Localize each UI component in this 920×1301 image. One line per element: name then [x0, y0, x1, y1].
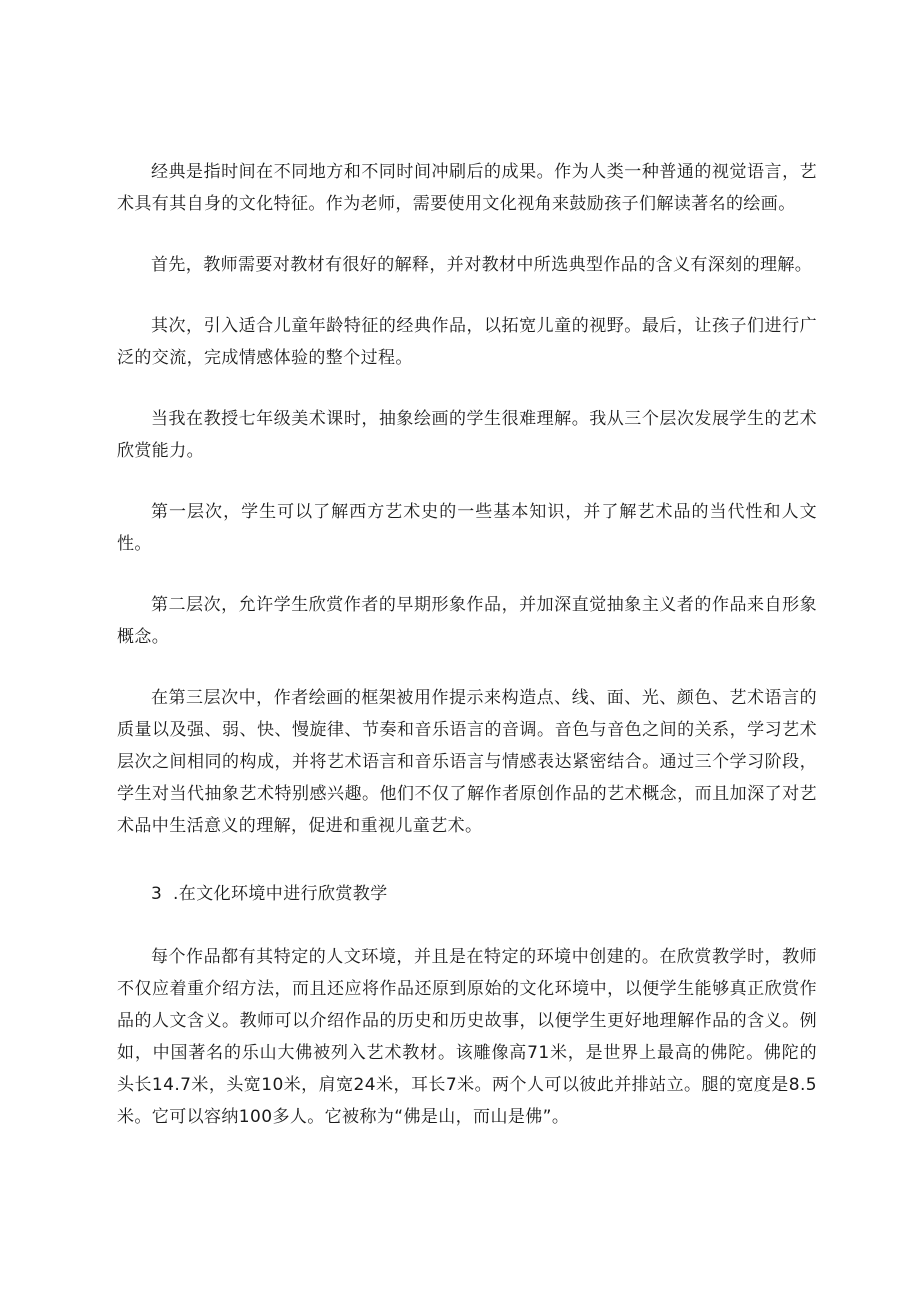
- paragraph-first-step: 首先，教师需要对教材有很好的解释，并对教材中所选典型作品的含义有深刻的理解。: [151, 255, 813, 275]
- paragraph-seventh-grade: 当我在教授七年级美术课时，抽象绘画的学生很难理解。我从三个层次发展学生的艺术欣赏能力。: [117, 409, 817, 461]
- section-number: 3: [151, 884, 163, 904]
- paragraph-cultural-environment: 每个作品都有其特定的人文环境，并且是在特定的环境中创建的。在欣赏教学时，教师不仅应着重介绍方法，而且还应将作品还原到原始的文化环境中，以便学生能够真正欣赏作品的人文含义。教师可以介绍作品的历史和历史故事，以便学生更好地理解作品的含义。例如，中国著名的乐山大佛被列入艺术教材。该雕像高71米，是世界上最高的佛陀。佛陀的头长14.7米，头宽10米，肩宽24米，耳长7米。两个人可以彼此并排站立。腿的宽度是8.5米。它可以容纳100多人。它被称为“佛是山，而山是佛”。: [117, 947, 817, 1127]
- document-body: [117, 156, 817, 1133]
- paragraph-level-two: 第二层次，允许学生欣赏作者的早期形象作品，并加深直觉抽象主义者的作品来自形象概念。: [117, 595, 817, 647]
- paragraph-second-step: 其次，引入适合儿童年龄特征的经典作品，以拓宽儿童的视野。最后，让孩子们进行广泛的交流，完成情感体验的整个过程。: [117, 316, 817, 368]
- section-heading: [117, 878, 817, 910]
- paragraph-level-one: 第一层次，学生可以了解西方艺术史的一些基本知识，并了解艺术品的当代性和人文性。: [117, 502, 817, 554]
- paragraph-level-three: 在第三层次中，作者绘画的框架被用作提示来构造点、线、面、光、颜色、艺术语言的质量以及强、弱、快、慢旋律、节奏和音乐语言的音调。音色与音色之间的关系，学习艺术层次之间相同的构成，并将艺术语言和音乐语言与情感表达紧密结合。通过三个学习阶段，学生对当代抽象艺术特别感兴趣。他们不仅了解作者原创作品的艺术概念，而且加深了对艺术品中生活意义的理解，促进和重视儿童艺术。: [117, 688, 817, 836]
- section-title: .在文化环境中进行欣赏教学: [173, 884, 388, 904]
- paragraph-classics: 经典是指时间在不同地方和不同时间冲刷后的成果。作为人类一种普通的视觉语言，艺术具有其自身的文化特征。作为老师，需要使用文化视角来鼓励孩子们解读著名的绘画。: [117, 162, 817, 214]
